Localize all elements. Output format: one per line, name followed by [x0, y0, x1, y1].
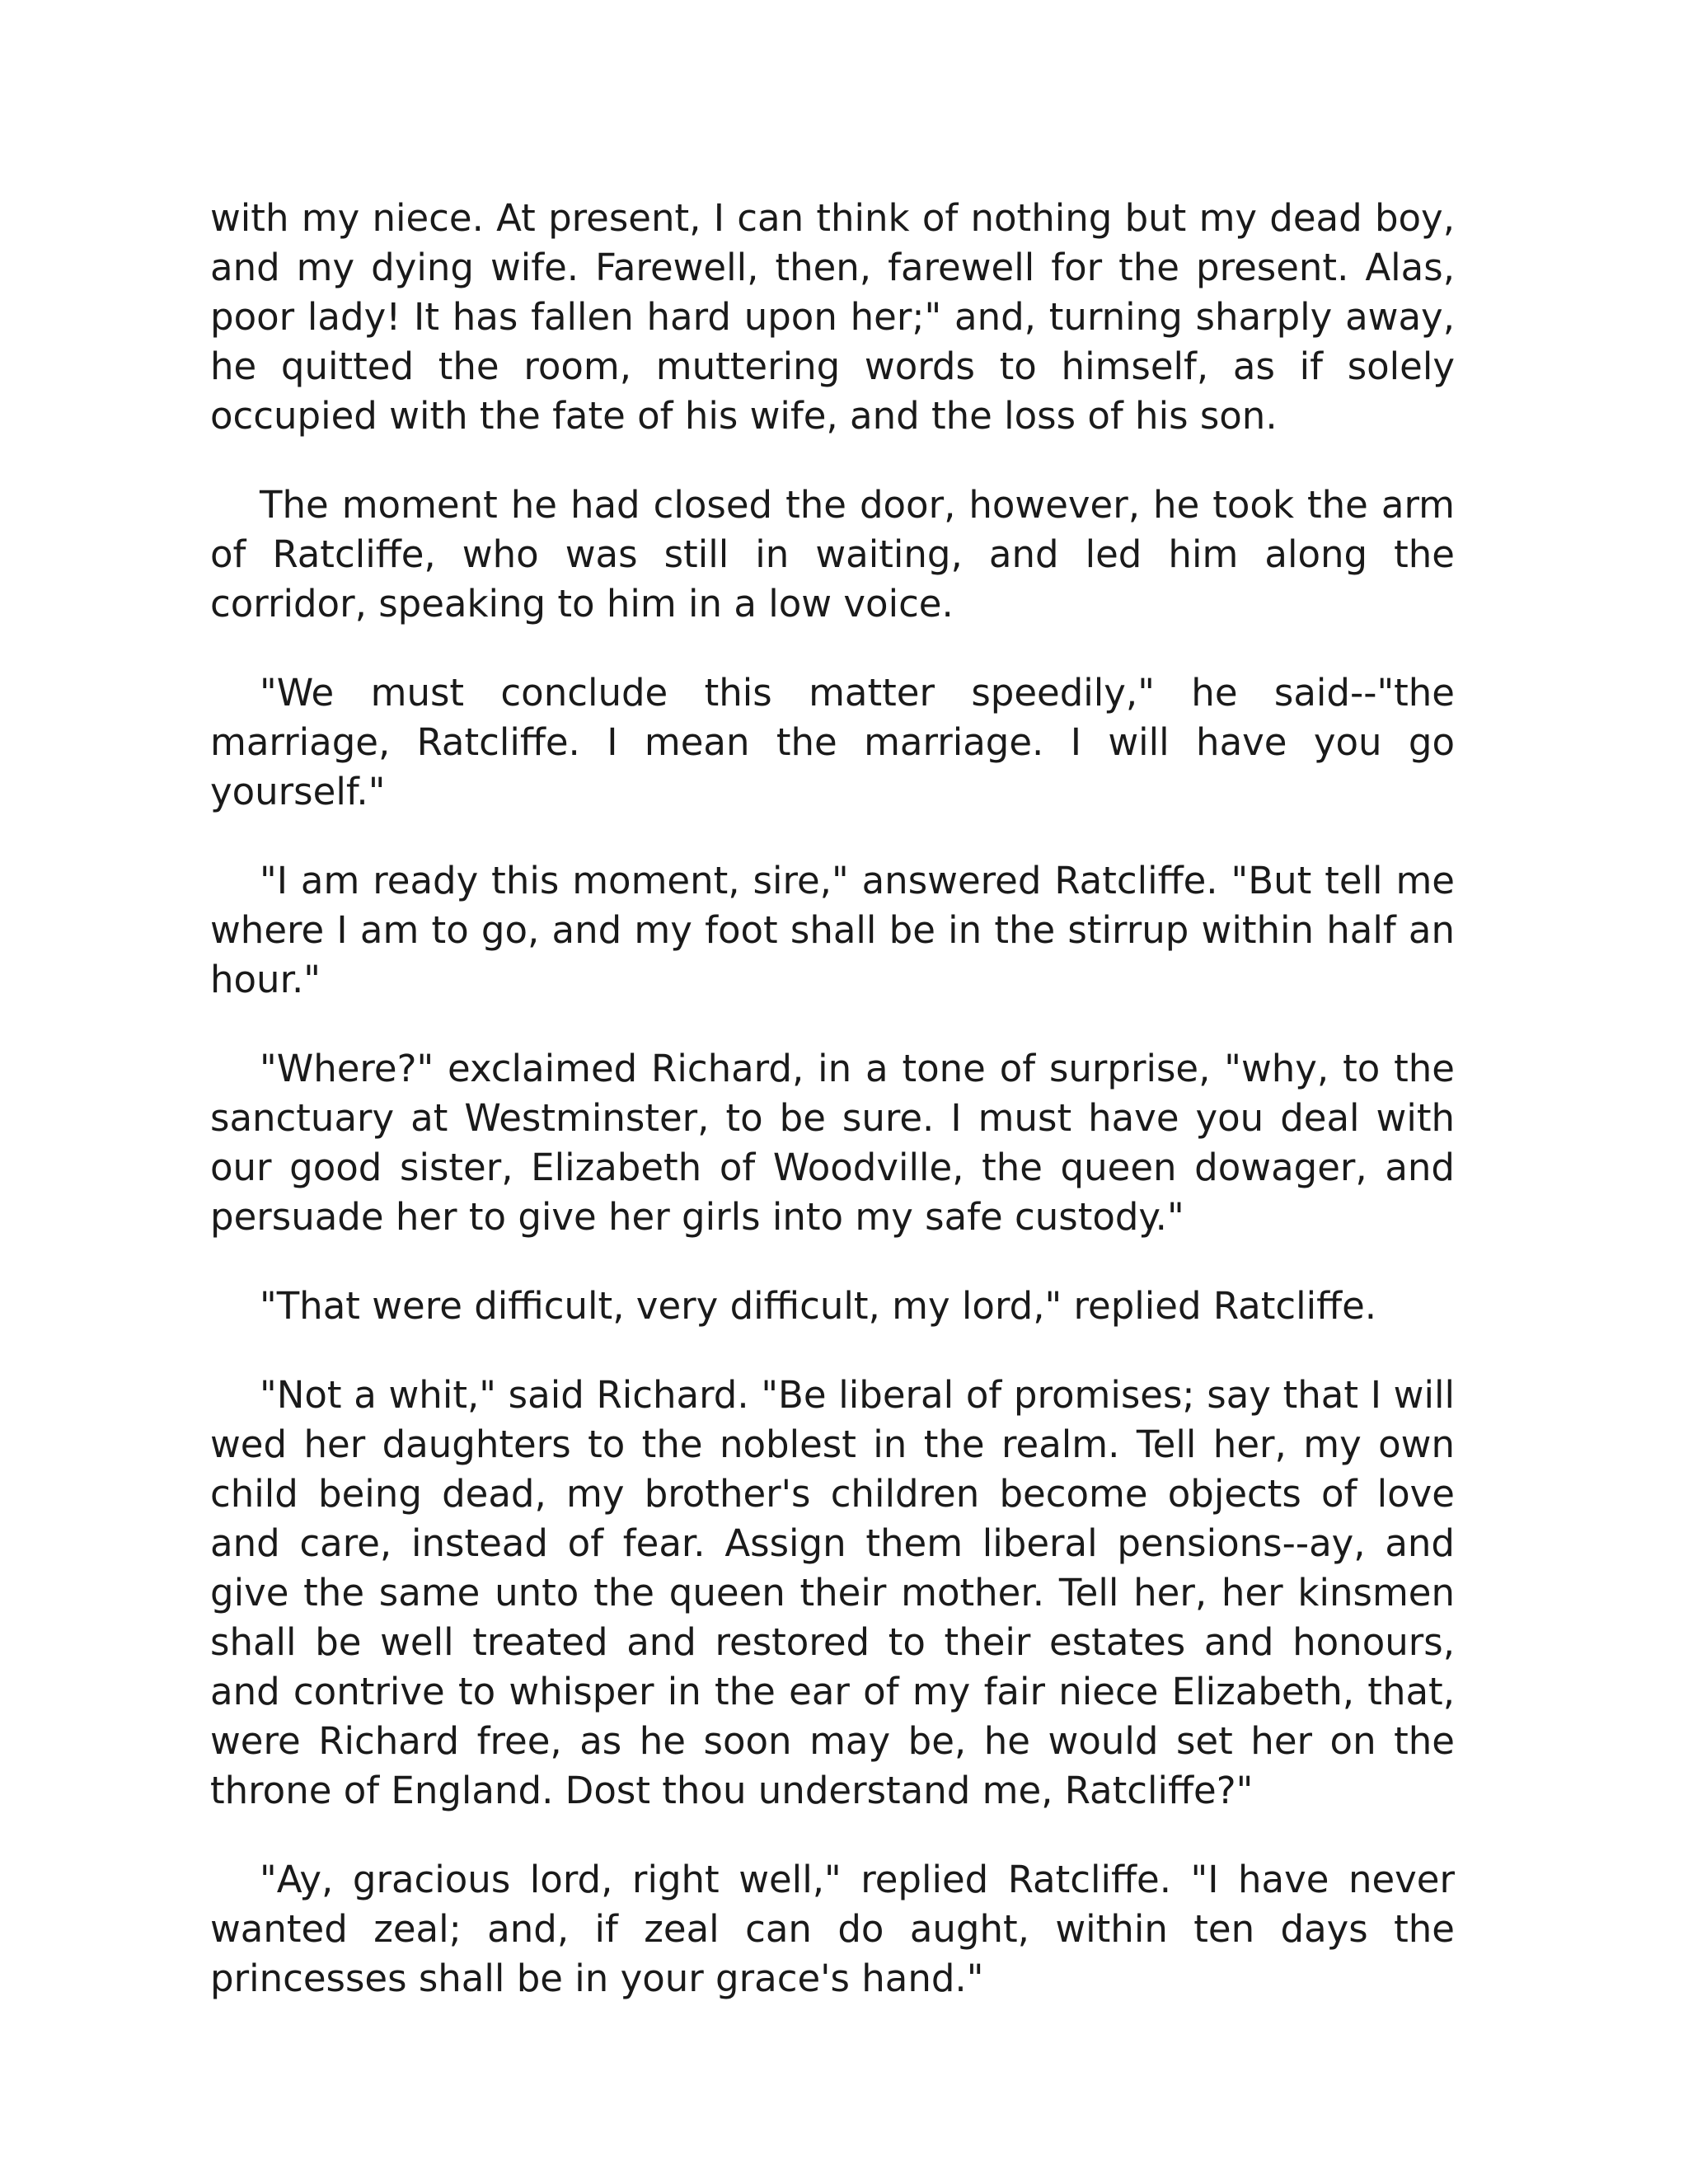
document-page [210, 194, 1455, 2004]
paragraph: "Ay, gracious lord, right well," replied Ratcliffe. "I have never wanted zeal; and, if zeal can do aught, within ten days the princesses shall be in your grace's hand." [210, 1858, 1455, 2000]
paragraph: The moment he had closed the door, however, he took the arm of Ratcliffe, who was still in waiting, and led him along the corridor, speaking to him in a low voice. [210, 483, 1455, 626]
paragraph: "Not a whit," said Richard. "Be liberal of promises; say that I will wed her daughters to the noblest in the realm. Tell her, my own child being dead, my brother's children become objects of love and care, instead of fear. Assign them liberal pensions--ay, and give the same unto the queen their mother. Tell her, her kinsmen shall be well treated and restored to their estates and honours, and contrive to whisper in the ear of my fair niece Elizabeth, that, were Richard free, as he soon may be, he would set her on the throne of England. Dost thou understand me, Ratcliffe?" [210, 1373, 1455, 1812]
paragraph: "That were difficult, very difficult, my lord," replied Ratcliffe. [260, 1284, 1377, 1328]
paragraph: "Where?" exclaimed Richard, in a tone of surprise, "why, to the sanctuary at Westminster, to be sure. I must have you deal with our good sister, Elizabeth of Woodville, the queen dowager, and persuade her to give her girls into my safe custody." [210, 1047, 1455, 1239]
paragraph: "We must conclude this matter speedily," he said--"the marriage, Ratcliffe. I mean the marriage. I will have you go yourself." [210, 671, 1455, 813]
paragraph: "I am ready this moment, sire," answered Ratcliffe. "But tell me where I am to go, and my foot shall be in the stirrup within half an hour." [210, 859, 1455, 1001]
paragraph-continuation: with my niece. At present, I can think of nothing but my dead boy, and my dying wife. Farewell, then, farewell for the present. Alas, poor lady! It has fallen hard upon her;" and, turning sharply away, he quitted the room, muttering words to himself, as if solely occupied with the fate of his wife, and the loss of his son. [210, 196, 1455, 438]
